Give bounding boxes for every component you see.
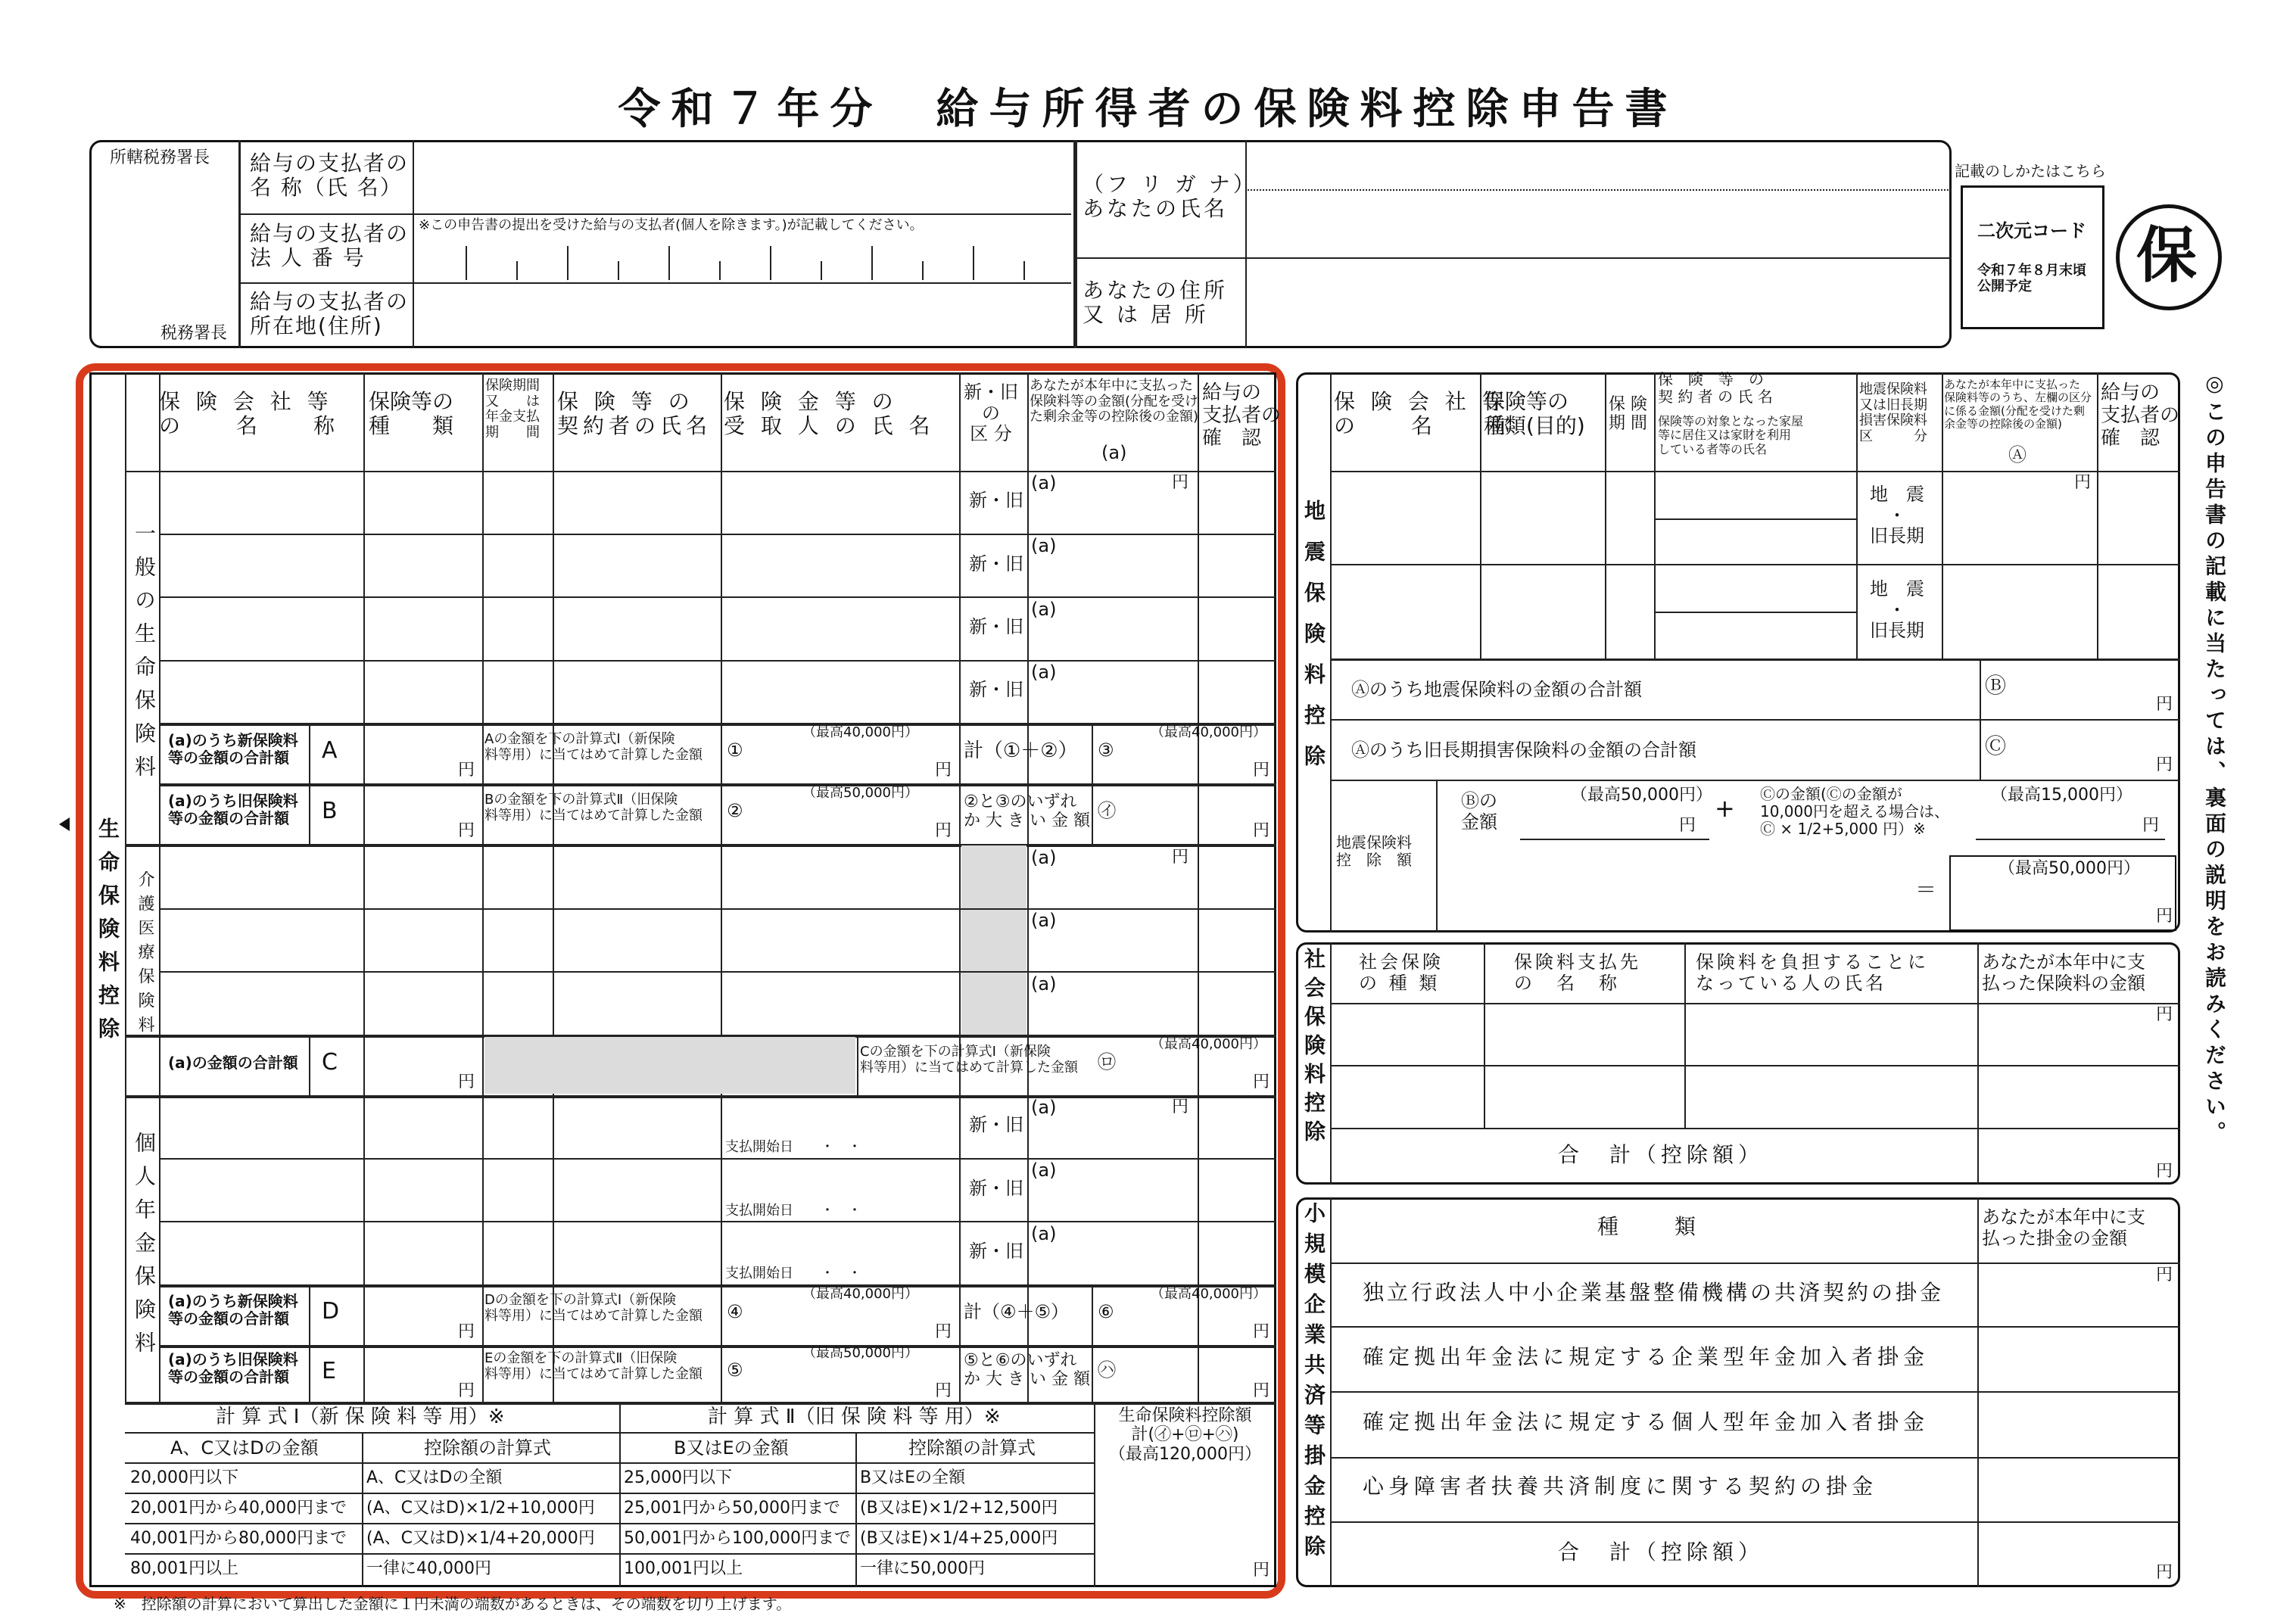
small-total-yen: 円 [2156,1563,2173,1582]
pay-start-3: 支払開始日 ・ ・ [725,1266,861,1281]
payer-address-label: 給与の支払者の 所在地(住所) [250,289,410,339]
formula-row-cell: 一律に40,000円 [366,1559,491,1578]
social-total-label: 合 計（控除額） [1558,1142,1765,1167]
quake-type-toggle-1[interactable]: 地 震 ・ 旧長期 [1870,484,1924,547]
sum-e-yen: 円 [458,1381,475,1400]
payer-number-note: ※この申告書の提出を受けた給与の支払者(個人を除きます。)が記載してください。 [419,217,924,233]
b-amount-yen: 円 [1679,816,1696,835]
social-col-kind: 社会保険 の 種 類 [1359,951,1444,994]
tax-office-suffix: 税務署長 [160,324,228,343]
larger56-label: ⑤と⑥のいずれ か 大 き い 金 額 [964,1351,1090,1390]
formula-row-cell: 100,001円以上 [624,1559,743,1578]
sum-e-label: (a)のうち旧保険料 等の金額の合計額 [168,1350,298,1386]
payer-number-field[interactable] [416,236,1067,280]
stamp-character: 保 [2136,220,2197,291]
formula-row-cell: (A、C又はD)×1/4+20,000円 [366,1529,595,1548]
sum-quake-yen: 円 [2156,695,2173,714]
tax-office-label: 所轄税務署長 [110,148,210,167]
mark-ha-yen: 円 [1253,1381,1270,1400]
life-col-contractor: 保 険 等 の 契約者の氏名 [557,389,712,439]
sum45-label: 計（④＋⑤） [964,1301,1070,1322]
form-title: 令和７年分 給与所得者の保険料控除申告書 [618,85,1678,134]
quake-total-max50: （最高50,000円） [1998,859,2140,878]
larger23-label: ②と③のいずれ か 大 き い 金 額 [964,792,1090,831]
social-total-yen: 円 [2156,1162,2173,1181]
social-section-label: 社会保険料控除 [1301,948,1326,1149]
max40-4: （最高40,000円） [802,1286,918,1302]
c-calc-label: Ⓒの金額(Ⓒの金額が 10,000円を超える場合は、 Ⓒ × 1/2+5,000 円）※ [1760,785,1949,838]
care-a-mark-1: (a) [1031,847,1057,868]
calc6-yen: 円 [1253,1322,1270,1341]
calc-c-label: Cの金額を下の計算式Ⅰ（新保険 料等用）に当てはめて計算した金額 [860,1044,1078,1076]
formula1-title: 計 算 式 Ⅰ（新 保 険 料 等 用）※ [216,1406,505,1428]
formula-row-cell: 50,001円から100,000円まで [624,1529,851,1548]
quake-col-contractor: 保 険 等 の 契 約 者 の 氏 名 [1658,370,1773,406]
life-col-paid-a: (a) [1101,442,1127,463]
sum-b-label: (a)のうち旧保険料 等の金額の合計額 [168,792,298,827]
formula-row-cell: 25,000円以下 [624,1468,732,1487]
quake-max15: （最高15,000円） [1991,786,2132,805]
payer-number-label: 給与の支払者の 法 人 番 号 [250,221,410,271]
calc4-yen: 円 [935,1322,952,1341]
qr-note: 令和７年８月末頃 公開予定 [1977,263,2086,294]
sum-a-label: (a)のうち新保険料 等の金額の合計額 [168,731,298,767]
paid-a-mark-1: (a) [1031,472,1057,493]
mark-5: ⑤ [727,1359,743,1381]
max40-ro: （最高40,000円） [1151,1036,1266,1052]
pension-a-mark-2: (a) [1031,1160,1057,1181]
letter-b: B [322,798,338,824]
letter-e: E [322,1358,336,1384]
letter-c: C [322,1049,338,1076]
address-label: あなたの住所 又 は 居 所 [1083,278,1229,328]
formula-row-cell: 80,001円以上 [130,1559,238,1578]
small-col-paid: あなたが本年中に支 払った掛金の金額 [1982,1206,2145,1249]
formula-row-cell: 40,001円から80,000円まで [130,1529,347,1548]
life-col-kind: 保険等の 種 類 [369,389,454,439]
pension-yen-1: 円 [1172,1097,1189,1116]
calc2-yen: 円 [935,821,952,840]
quake-col-kind: 保険等の 種類(目的) [1484,389,1585,439]
pension-label: 個人年金保険料 [132,1132,157,1365]
mark-4: ④ [727,1301,743,1322]
side-note: ◎この申告書の記載に当たっては、裏面の説明をお読みください。 [2202,371,2227,1147]
care-a-mark-3: (a) [1031,973,1057,995]
sum-old-label: Ⓐのうち旧長期損害保険料の金額の合計額 [1351,739,1696,761]
life-total-yen: 円 [1253,1561,1270,1580]
sum-b-yen: 円 [458,821,475,840]
quake-total-yen: 円 [2156,907,2173,926]
address-field[interactable] [1249,261,1946,344]
mark-3: ③ [1098,739,1114,761]
quake-max50: （最高50,000円） [1571,786,1712,805]
small-total-label: 合 計（控除額） [1558,1540,1765,1565]
section-arrow-icon [59,817,70,831]
quake-type-toggle-2[interactable]: 地 震 ・ 旧長期 [1870,578,1924,642]
mark-c-circle: Ⓒ [1985,733,2007,758]
general-life-label: 一般の生命保険料 [132,522,157,789]
letter-a: A [322,737,338,764]
sum-a-yen: 円 [458,761,475,780]
life-section-label: 生命保険料控除 [95,817,120,1051]
pension-newold-2[interactable]: 新・旧 [969,1178,1023,1199]
quake-yen-1: 円 [2074,473,2092,492]
mark-2: ② [727,800,743,821]
small-row: 心身障害者扶養共済制度に関する契約の掛金 [1363,1474,1878,1499]
life-total-label: 生命保険料控除額 計(㋑+㋺+㋩) （最高120,000円） [1109,1406,1261,1464]
life-col-newold: 新・旧 の 区 分 [964,381,1018,445]
sum-d-yen: 円 [458,1322,475,1341]
newold-toggle-4[interactable]: 新・旧 [969,679,1023,700]
plus-sign: + [1715,794,1735,823]
care-yen-1: 円 [1172,848,1189,867]
furigana-field[interactable] [1249,144,1946,254]
care-sum-shade [484,1037,855,1094]
small-row: 確定拠出年金法に規定する企業型年金加入者掛金 [1363,1344,1930,1369]
quake-deduction-label: 地震保険料 控 除 額 [1336,833,1412,869]
quake-col-target: 保険等の対象となった家屋 等に居住又は家財を利用 している者等の氏名 [1658,414,1804,456]
c-amount-yen: 円 [2142,816,2160,835]
sum-c-label: (a)の金額の合計額 [168,1054,298,1072]
formula-row-cell: 一律に50,000円 [860,1559,985,1578]
life-col-period: 保険期間 又 は 年金支払 期 間 [485,378,540,441]
mark-b-circle: Ⓑ [1985,673,2007,698]
newold-toggle-2[interactable]: 新・旧 [969,553,1023,574]
qr-code-box[interactable] [1961,185,2104,329]
small-row: 確定拠出年金法に規定する個人型年金加入者掛金 [1363,1409,1930,1434]
calc3-yen: 円 [1253,761,1270,780]
paid-a-mark-3: (a) [1031,599,1057,620]
max40-3: （最高40,000円） [1151,724,1266,740]
pension-a-mark-3: (a) [1031,1223,1057,1244]
equals-sign: ＝ [1915,877,1937,902]
small-section-label: 小規模企業共済等掛金控除 [1301,1202,1326,1565]
f1-header-amount: A、C又はDの金額 [170,1437,319,1459]
mark-6: ⑥ [1098,1301,1114,1322]
small-yen-1: 円 [2156,1266,2173,1284]
mark-ro-yen: 円 [1253,1073,1270,1091]
mark-i-yen: 円 [1253,821,1270,840]
mark-ro: ㋺ [1098,1051,1116,1073]
formula-row-cell: (A、C又はD)×1/2+10,000円 [366,1499,595,1518]
quake-col-type: 地震保険料 又は旧長期 損害保険料 区 分 [1859,381,1927,445]
paid-a-mark-2: (a) [1031,535,1057,556]
mark-ha: ㋩ [1098,1359,1116,1381]
b-amount-label: Ⓑの 金額 [1461,790,1497,833]
care-medical-label: 介護医療保険料 [136,870,154,1040]
furigana-label: （フ リ ガ ナ） あなたの氏名 [1083,172,1257,222]
small-col-kind: 種 類 [1597,1214,1701,1239]
max40-1: （最高40,000円） [802,724,918,740]
sum-old-yen: 円 [2156,755,2173,774]
small-row: 独立行政法人中小企業基盤整備機構の共済契約の掛金 [1363,1280,1945,1305]
pay-start-2: 支払開始日 ・ ・ [725,1203,861,1219]
f2-header-calc: 控除額の計算式 [908,1437,1036,1459]
sum-c-yen: 円 [458,1073,475,1091]
f1-header-calc: 控除額の計算式 [424,1437,551,1459]
quake-col-paid: あなたが本年中に支払った 保険料等のうち、左欄の区分 に係る金額(分配を受けた剰 余金等の控除後の金額) [1944,378,2092,431]
paid-a-mark-4: (a) [1031,662,1057,683]
max40-6: （最高40,000円） [1151,1286,1266,1302]
life-col-recipient: 保 険 金 等 の 受 取 人 の 氏 名 [724,389,935,439]
formula2-title: 計 算 式 Ⅱ（旧 保 険 料 等 用）※ [708,1406,1001,1428]
mark-1: ① [727,739,743,761]
life-col-paid: あなたが本年中に支払った 保険料等の金額(分配を受け た剰余金等の控除後の金額) [1030,378,1199,425]
calc-d-label: Dの金額を下の計算式Ⅰ（新保険 料等用）に当てはめて計算した金額 [484,1292,703,1324]
sum12-label: 計（①＋②） [964,739,1078,762]
social-col-payee: 保険料支払先 の 名 称 [1514,951,1641,994]
formula-footnote: ※ 控除額の計算において算出した金額に１円未満の端数があるときは、その端数を切り上げます。 [114,1595,792,1613]
payer-name-field[interactable] [416,144,1067,210]
pay-start-1: 支払開始日 ・ ・ [725,1139,861,1155]
pension-newold-1[interactable]: 新・旧 [969,1114,1023,1135]
formula-row-cell: B又はEの全額 [860,1468,965,1487]
life-col-company: 保 険 会 社 等 の 名 称 [159,389,340,439]
mark-i: ㋑ [1098,800,1116,821]
sum-d-label: (a)のうち新保険料 等の金額の合計額 [168,1292,298,1328]
care-a-mark-2: (a) [1031,910,1057,931]
payer-address-field[interactable] [416,288,1067,344]
formula-row-cell: 25,001円から50,000円まで [624,1499,840,1518]
life-col-confirm: 給与の 支払者の 確 認 [1202,381,1282,450]
care-newold-shade [961,845,1027,1035]
formula-row-cell: (B又はE)×1/4+25,000円 [860,1529,1058,1548]
newold-toggle-1[interactable]: 新・旧 [969,490,1023,511]
quake-col-company: 保 険 会 社 等 の 名 称 [1334,389,1515,439]
payer-name-label: 給与の支払者の 名 称（氏 名） [250,151,410,201]
formula-row-cell: A、C又はDの全額 [366,1468,503,1487]
qr-label: 二次元コード [1977,220,2086,241]
newold-toggle-3[interactable]: 新・旧 [969,616,1023,637]
sum-quake-label: Ⓐのうち地震保険料の金額の合計額 [1351,679,1642,700]
formula-row-cell: 20,001円から40,000円まで [130,1499,347,1518]
tax-office-field[interactable] [95,178,235,322]
formula-row-cell: (B又はE)×1/2+12,500円 [860,1499,1058,1518]
calc-e-label: Eの金額を下の計算式Ⅱ（旧保険 料等用）に当てはめて計算した金額 [484,1350,703,1382]
howto-label: 記載のしかたはこちら [1955,162,2106,180]
max50-5: （最高50,000円） [802,1345,918,1361]
paid-yen-1: 円 [1172,473,1189,492]
quake-col-period: 保 険 期 間 [1609,395,1647,434]
calc5-yen: 円 [935,1381,952,1400]
social-col-bearer: 保険料を負担することに なっている人の氏名 [1696,951,1929,994]
quake-section-label: 地震保険料控除 [1301,500,1326,786]
social-yen-1: 円 [2156,1005,2173,1024]
letter-d: D [322,1298,340,1325]
calc-b-label: Bの金額を下の計算式Ⅱ（旧保険 料等用）に当てはめて計算した金額 [484,792,703,824]
calc1-yen: 円 [935,761,952,780]
pension-a-mark-1: (a) [1031,1097,1057,1118]
formula-row-cell: 20,000円以下 [130,1468,238,1487]
pension-newold-3[interactable]: 新・旧 [969,1241,1023,1262]
calc-a-label: Aの金額を下の計算式Ⅰ（新保険 料等用）に当てはめて計算した金額 [484,731,703,763]
quake-col-paid-mark: Ⓐ [2008,444,2027,465]
max50-2: （最高50,000円） [802,785,918,801]
social-col-paid: あなたが本年中に支 払った保険料の金額 [1982,951,2145,994]
f2-header-amount: B又はEの金額 [674,1437,789,1459]
quake-col-confirm: 給与の 支払者の 確 認 [2101,381,2180,450]
